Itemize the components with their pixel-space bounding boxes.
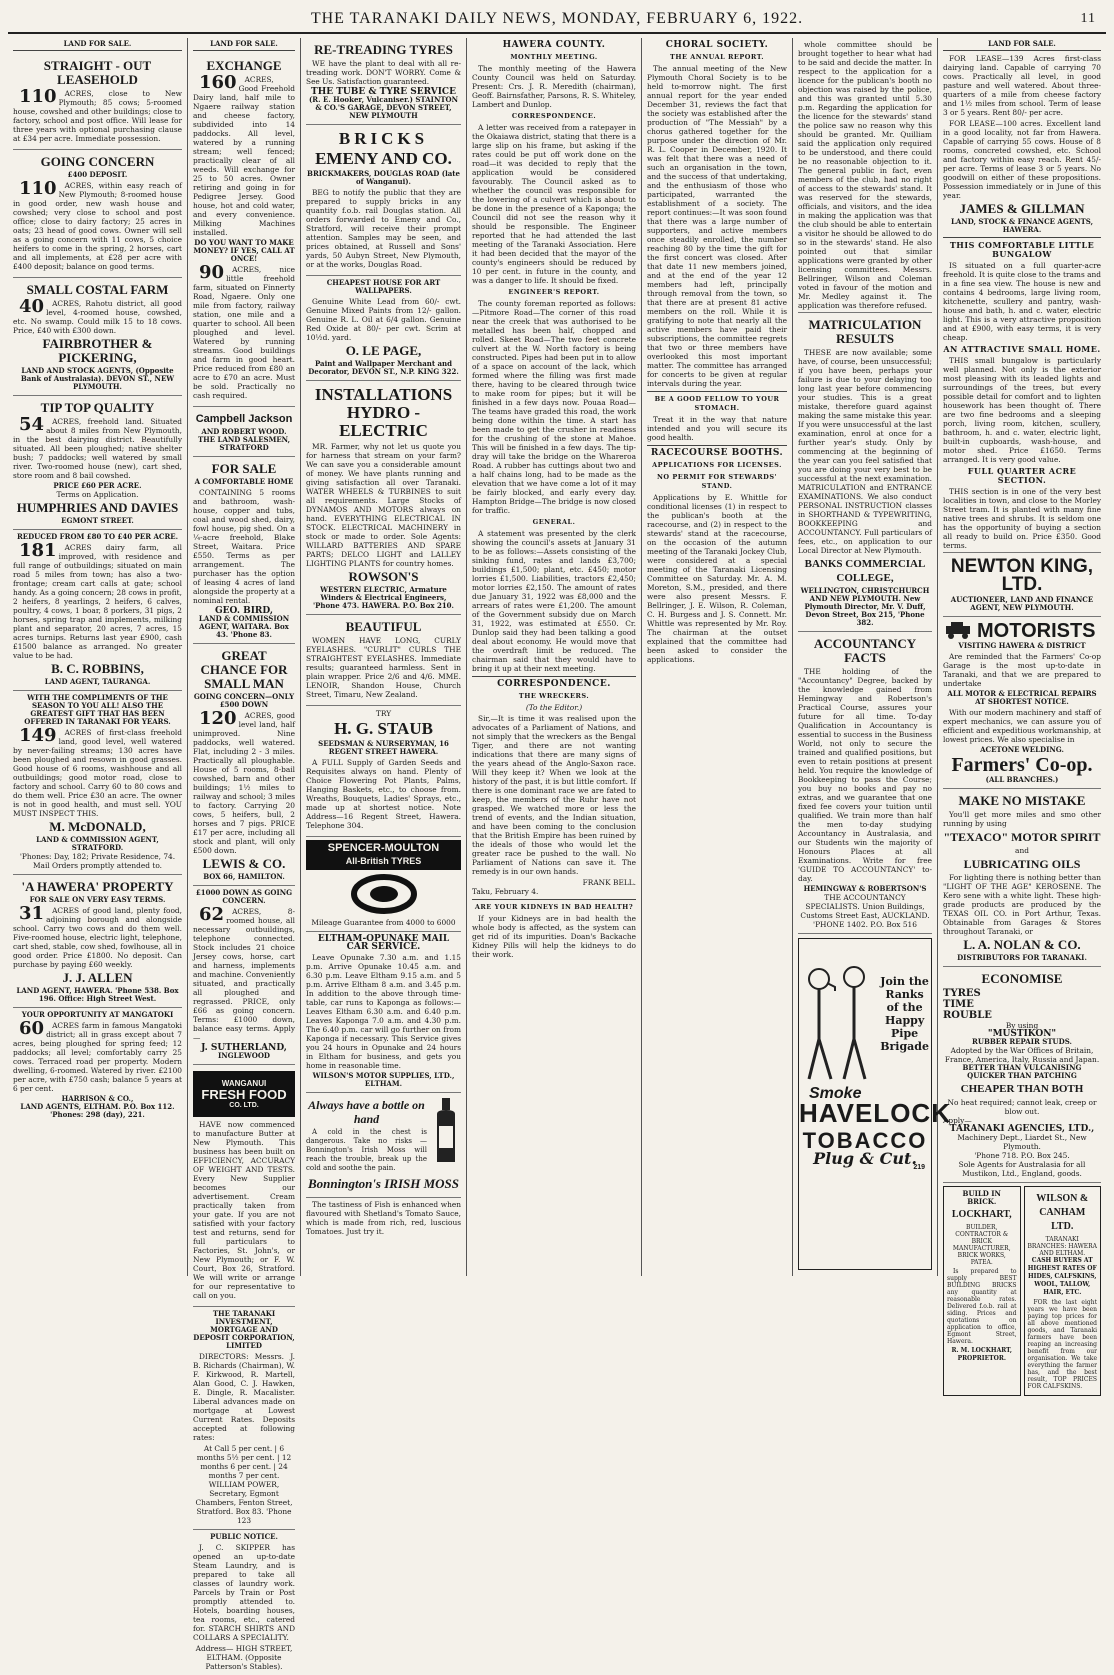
agent-name: J. J. ALLEN [62,970,133,985]
ad-headline: GOING CONCERN—ONLY £500 DOWN [193,692,295,709]
company-name: WILSON & CANHAM LTD. [1036,1193,1089,1232]
ad-text: ACRES farm in famous Mangatoki district; all in grass except about 7 acres, being ploughed for spring feed; 12 paddocks; all level; comfortably carry 25 cows. Terraced road per property. Modern dwelling, 6-roomed. Watered by river. £2100 per acre, with £750 cash; balance 5 years at 6 per cent. [13,1021,182,1093]
company-address: WESTERN ELECTRIC, Armature Winders & Electrical Engineers, 'Phone 473. HAWERA. P.O. Box 210. [313,585,454,610]
company-name: LOCKHART, [951,1209,1012,1220]
ad-irish-moss [306,1093,461,1198]
ad-title: BEAUTIFUL [345,619,422,634]
ad-spencer-moulton [306,837,461,932]
agent-phone: 'Phones: Day, 182; Private Residence, 74. Mail Orders promptly attended to. [19,852,176,870]
article-subhead: NO PERMIT FOR STEWARDS' STAND. [656,473,778,490]
letter-signature: FRANK BELL. [582,878,636,887]
agent-name: LEWIS & CO. [202,856,286,871]
agent-name: HARRISON & CO., [61,1094,134,1103]
ad-for-sale-home [193,457,295,644]
ad-texaco [943,789,1101,967]
ad-title: GREAT CHANCE FOR SMALL MAN [200,648,288,691]
ad-text: A cold in the chest is dangerous. Take no risks — Bonnington's Irish Moss will reach the trouble, break up the cold and soothe the pain. [306,1128,427,1172]
ad-text: For lighting there is nothing better than "LIGHT OF THE AGE" KEROSENE. The Kero sene with a white light. These high-grade products are produced by the TEXAS OIL CO. in Port Arthur, Texas. Obtainable from Garages & Stores throughout Taranaki, or [943,873,1101,936]
column-7 [938,38,1106,1390]
ad-going-concern-62 [193,886,295,1065]
ad-text: ACRES, freehold land. Situated about 8 miles from New Plymouth, in the best dairying district. Beautifully situated. All been ploughed; native shelter bush; 7 paddocks; well watered by small river. Two-roomed house (new), cart shed, store room and 8 bail cowshed. [13,417,182,480]
ad-title: Always have a bottle on hand [308,1098,425,1126]
column-1 [8,38,188,1276]
conjunction: and [1015,846,1029,855]
ad-title: STRAIGHT - OUT LEASEHOLD [43,58,152,87]
bottle-icon [431,1096,461,1175]
company-name: TARANAKI AGENCIES, LTD., [949,1124,1095,1134]
company-name: O. LE PAGE, [345,343,422,358]
agent-name: J. SUTHERLAND, [201,1043,287,1053]
tobacco-slogan: Join the Ranks of the Happy Pipe Brigade [880,975,929,1053]
company-name: L. A. NOLAN & CO. [963,937,1081,952]
ad-text: DIRECTORS: Messrs. J. B. Richards (Chairman), W. F. Kirkwood, R. Martell, Alan Good, C. J. Hawken, E. Dingle, R. Macalister. Liberal advances made on mortgage at Lowest Current Rates. Deposits accepted at following rates: [193,1352,295,1442]
agent-address: EGMONT STREET. [61,516,134,525]
company-address: Paint and Wallpaper Merchant and Decorator, DEVON ST., N.P. KING 322. [308,359,459,376]
ad-text: FOR the last eight years we have been paying top prices for all above mentioned goods, and Taranaki farmers have been reaping an increasing benefit from our organisation. We take everything the farmer has, and the best result, TOP PRICES FOR CALFSKINS. [1027,1299,1097,1390]
ad-title: GOING CONCERN [40,154,155,169]
using-label: By using [1005,1021,1039,1030]
article-subhead: GENERAL. [532,518,576,526]
agent-address: LAND AGENT, HAWERA. 'Phone 538. Box 196. Office: High Street West. [16,986,179,1003]
column-3 [301,38,467,1276]
ad-text: ACRES, nice little freehold farm, situated on Finnerty Road, Ngaere. Only one mile from factory, railway station, one mile and a quarter to school. All been ploughed and level. Watered by running streams. Good buildings and farm in good heart. Price reduced from £80 an acre to £70 an acre. Must be sold. Practically no cash required. [193,265,295,400]
ad-beautiful [306,615,461,706]
tobacco-brand: HAVELOCK [799,1098,951,1128]
agent-address: INGLEWOOD [217,1051,271,1060]
agent-name: JAMES & GILLMAN [959,201,1085,216]
ad-text: Adopted by the War Offices of Britain, France, America, Italy, Russia and Japan. [944,1046,1100,1064]
ad-text: ACRES, good level land, half unimproved. Nine paddocks, well watered. Flat, including 2 - 3 miles. Practically all ploughable. House of 5 rooms, 8-bail cowshed, barn and other buildings; 1½ miles to railway and school; 3 miles to factory. Carrying 20 cows, 5 heifers, bull, 2 horses and 7 pigs. PRICE £17 per acre, including all stock and plant, will only £500 down. [193,711,295,855]
article-headline: HAWERA COUNTY. [502,40,606,50]
sauce-notice: The tastiness of Fish is enhanced when flavoured with Shetland's Tomato Sauce, which is made from rich, red, luscious Tomatoes. Just try it. [306,1200,461,1236]
ad-matriculation [798,312,932,632]
ad-text: Are reminded that the Farmers' Co-op Garage is the most up-to-date in Taranaki, and that we are prepared to undertake [943,652,1101,688]
tobacco-smoke: Smoke [809,1085,862,1102]
ad-text: Is prepared to supply BEST BUILDING BRICKS any quantity at reasonable rates. Delivered f.o.b. rail at siding. Prices and quotations on application to office, Egmont Street, Hawera. [947,1268,1017,1345]
ad-text: You'll get more miles and smo other running by using [943,810,1101,828]
ad-text: ACRES, Good Freehold Dairy land, half mile to Ngaere railway station and cheese factory, subdivided into 14 paddocks. All level, watered by a running stream; well fenced; practically clear of all weeds. Will exchange for 25 to 50 acres. Owner retiring and going in for Pedigree Jersey. Good house, hot and cold water, and every convenience. Milking Machines installed. [193,75,295,237]
ad-straight-out-leasehold [13,54,182,150]
ad-text: WOMEN HAVE LONG, CURLY EYELASHES. "CURLIT" CURLS THE STRAIGHTEST EYELASHES. Immediate results; guaranteed harmless. Sent in plain wrapper. Price 2/6 and 4/6. MME. LENOIR, Shandon House, Church Street, Timaru, New Zealand. [306,636,461,699]
ad-greatest-gift [13,691,182,875]
company-name: BANKS COMMERCIAL COLLEGE, [804,558,926,584]
brand-subtitle: All-British TYRES [306,857,461,870]
column-2 [188,38,301,1671]
acre-number: 110 [19,178,57,199]
company-phone: 'Phone 718. P.O. Box 245. [974,1151,1070,1160]
ad-headline: PUBLIC NOTICE. [210,1532,278,1541]
acre-number: 90 [199,262,225,283]
mileage-note: Mileage Guarantee from 4000 to 6000 [311,918,456,927]
brand-branches: (ALL BRANCHES.) [985,775,1059,784]
ad-subtitle: £400 DEPOSIT. [67,170,128,179]
ad-title: ACCOUNTANCY FACTS [813,636,917,665]
ad-text: No heat required; cannot leak, creep or blow out. [947,1098,1097,1116]
ad-headline: ELTHAM-OPUNAKE MAIL CAR SERVICE. [317,934,450,952]
agent-name: GEO. BIRD, [214,606,274,616]
article-subhead: MONTHLY MEETING. [510,53,598,61]
ad-text: ACRES, Rahotu district, all good level, 4-roomed house, cowshed, etc. No swamp. Could milk 15 to 18 cows. Price, £40 with £300 down. [13,299,182,335]
ad-newton-king [943,552,1101,617]
column-6 [793,38,951,1276]
ad-text: ACRES of good land, plenty food, adjoining borough and alongside school. Carry two cows and do them well. Five-roomed house, electric light, telephone, cart shed, stable, cow shed, fowlhouse, all in good order. Price £1800. No deposit. Can purchase by paying £60 weekly. [13,906,182,969]
agent-name: M. McDONALD, [49,819,146,834]
ad-title: MAKE NO MISTAKE [958,793,1086,808]
tyres-time-trouble: TYRES TIME ROUBLE [943,988,992,1021]
acre-number: 160 [199,72,237,93]
brand-name: "MUSTIKON" [987,1029,1057,1039]
article-text: Sir,—It is time it was realised upon the advocates of a Parliament of Nations, and not simply that the wreckers as the Bengal Tiger, and there are not wanting indications that there are many signs of the years ahead of the Anglo-Saxon race. Will they keep it? When we look at the history of the past, it is but little comfort. If there is one dominant race we are fated to keep, the members of the Ruhr have not grasped. We watched more or less the trend of events, and the Indian situation, and have been coming to the conclusion that the British Empire has been ruined by the ideals of those who would let the greater race be pushed to the wall. No Parliament of Nations can save it. The remedy is in our own hands. [472,714,636,876]
ad-text: ACRES of first-class freehold land, good level, well watered by never-failing streams; 130 acres have been ploughed and resown in good grasses. Good house of 6 rooms, washhouse and all outbuildings; good motor road, close to factory and school. Carry 60 to 80 cows and do them well. Price £30 an acre. The owner is not in good health, and must sell. YOU MUST INSPECT THIS. [13,728,182,818]
column-head: LAND FOR SALE. [13,38,182,51]
deposit-rates: At Call 5 per cent. | 6 months 5½ per cent. | 12 months 6 per cent. | 24 months 7 per cent. [196,1444,292,1480]
ad-headline: THIS COMFORTABLE LITTLE BUNGALOW [949,240,1095,259]
tyre-icon [306,870,461,918]
ad-title: MOTORISTS [977,620,1096,642]
ad-signature: R. M. LOCKHART, PROPRIETOR. [951,1347,1013,1362]
ad-title: FOR SALE [211,461,277,476]
ad-subtitle: VISITING HAWERA & DISTRICT [958,641,1086,650]
article-subhead: APPLICATIONS FOR LICENSES. [652,461,782,469]
article-text: The monthly meeting of the Hawera County Council was held on Saturday. Present: Crs. J. R. Meredith (chairman), Geoff. Bairnsfather, Parsons, R. S. Whiteley, Lambert and Dunlop. [472,64,636,109]
ad-headline: REDUCED FROM £80 TO £40 PER ACRE. [16,532,179,541]
company-address: THE ACCOUNTANCY SPECIALISTS. Union Buildings, Customs Street East, AUCKLAND. 'PHONE 1402. P.O. Box 516 [800,893,930,929]
ad-investment-corp [193,1307,295,1530]
column-5 [642,38,793,1276]
masthead [8,6,1106,34]
ad-text: WE have the plant to deal with all re-treading work. DON'T WORRY. Come & See Us. Satisfaction guaranteed. [306,59,461,86]
ad-great-chance [193,644,295,886]
agent-address: LAND & COMMISSION AGENT, STRATFORD. [36,835,159,852]
ad-title: TIP TOP QUALITY [40,400,155,415]
ad-hawera-property [13,875,182,1008]
ad-mail-car [306,932,461,1093]
article-subhead: THE ANNUAL REPORT. [670,53,764,61]
ad-text: BEG to notify the public that they are prepared to supply bricks in any quantity f.o.b. rail Douglas station. All orders forwarded to Emeny and Co., Stratford, will receive their prompt attention. Samples may be seen, and prices obtained, at Russell and Sons' yards, 50 Aubyn Street, New Plymouth, or at the works, Douglas Road. [306,188,461,269]
ad-bricks [306,125,461,276]
bottom-ads-row [943,1183,1101,1399]
ad-headline: ALL MOTOR & ELECTRICAL REPAIRS AT SHORTEST NOTICE. [947,689,1097,706]
ad-small-costal-farm [13,278,182,396]
agent-address: BOX 66, HAMILTON. [203,872,285,881]
pipe-brigade-illustration [799,939,878,1089]
ad-headline: BUILD IN BRICK. [962,1189,1001,1206]
company-name: H. G. STAUB [334,719,433,738]
ad-headline: AN ATTRACTIVE SMALL HOME. [943,344,1101,354]
ad-title: EXCHANGE [206,58,282,73]
ad-staub [306,706,461,837]
ad-text: THIS section is in one of the very best localities in town, and close to the Morley Street tram. It is planted with many fine native trees and shrubs. It is seldom one has the opportunity of buying a section all ready to build on. Price £350. Good terms. [943,487,1101,550]
article-text: A letter was received from a ratepayer in the Okaiawa district, stating that there is a large slip on his frame, but asking if the rates could be put off work done on the road—it was decided to reply that the application would be considered favourably. The Council asked as to whether the council was responsible for the lowering of a culvert which is about to be done in the presence of a Kaponga; the Council did not see the reason why it should be responsible. The Engineer reported that he had attended the last meeting of the Taranaki Association. Here it had been decided that the mayor of the county's engineers should be reduced by 10 per cent. in future in the county, and was a danger to life. It should be fixed. [472,123,636,285]
column-4 [467,38,642,1276]
agent-name: Campbell Jackson [195,413,293,425]
ad-price: PRICE £60 PER ACRE. [53,481,142,490]
letter-date: Taku, February 4. [472,887,539,896]
brand-name: Farmers' Co-op. [951,754,1093,776]
agent-name: B. C. ROBBINS, [51,661,144,676]
article-text: If your Kidneys are in bad health the whole body is affected, as the system can get rid of its impurities. Doan's Backache Kidney Pills will help the kidneys to do their work. [472,914,636,959]
article-headline: RACECOURSE BOOTHS. [650,448,784,458]
agent-name: HUMPHRIES AND DAVIES [16,500,179,515]
article-subhead: ENGINEER'S REPORT. [508,288,600,296]
ad-accountancy [798,632,932,934]
ad-retreading-tyres [306,38,461,125]
ad-text: THE holding of the "Accountancy" Degree, backed by the knowledge gained from Hemingway and Robertson's Practical Course, assures your future for all time. To-day Qualification in Accountancy is essential to success in the Business World, not only to secure the trained and qualified positions, but even to retain positions at present held. You require the knowledge of Bookkeeping to pass the Course; you buy no books and pay no extras, and we guarantee that one fixed fee covers your tuition until qualified. We train more than half the men to-day studying Accountancy in Australasia, and our Students win the majority of Honours Places at all Examinations. Write for free 'GUIDE TO ACCOUNTANCY' to-day. [798,667,932,883]
ad-title: MATRICULATION RESULTS [808,317,922,346]
car-icon [943,620,973,642]
ad-headline: FOR SALE ON VERY EASY TERMS. [29,895,166,904]
ad-headline: DO YOU WANT TO MAKE MONEY? IF YES, CALL AT ONCE! [193,238,295,263]
ad-text: ACRES, close to New Plymouth; 85 cows; 5-roomed house, cowshed and other buildings; close to factory, school and post office. Will lease for three years with optional purchasing clause at £34 per acre. Immediate possession. [13,89,182,143]
tobacco-type: TOBACCO [802,1128,928,1153]
ad-title: INSTALLATIONS HYDRO - ELECTRIC [314,385,453,440]
ad-title: BRICKS [338,129,429,148]
ad-text: CONTAINING 5 rooms and bathroom, wash-house, copper and tubs, coal and wood shed, dairy, fowl house, pig shed. On a ¼-acre freehold, Blake Street, Waitara. Price £550. Terms as per arrangement. The purchaser has the option of leasing 4 acres of land alongside the property at a nominal rental. [193,488,295,605]
ad-speciality: ACETONE WELDING. [980,745,1064,754]
agent-address: LAND AGENT, TAURANGA. [44,677,151,686]
page-number: 11 [1080,11,1096,26]
brand-name: SPENCER-MOULTON [306,840,461,857]
company-address: WELLINGTON, CHRISTCHURCH AND NEW PLYMOUTH. New Plymouth Director, Mr. V. Duff, Devon Street, Box 215, 'Phone 382. [800,586,930,627]
acre-number: 181 [19,540,57,561]
ad-text: MR. Farmer, why not let us quote you for harness that stream on your farm? We can save you a considerable amount of money. We have plants running and giving satisfaction all over Taranaki. WATER WHEELS & TURBINES to suit all requirements. Large Stocks of DYNAMOS AND MOTORS always on hand. EVERYTHING ELECTRICAL IN STOCK. ELECTRICAL MACHINERY in stock or made to order. Sole Agents: WILLARD BATTERIES AND SPARE PARTS; DELCO LIGHT and LALLEY LIGHTING PLANTS for country homes. [306,442,461,568]
ad-text: With our modern machinery and staff of expert mechanics, we can assure you of efficient and expeditious workmanship, at lowest prices. We also specialise in [943,708,1101,744]
ad-terms: Terms on Application. [56,490,139,499]
agent-address: LAND AGENTS, ELTHAM. P.O. Box 112. 'Phones: 298 (day), 221. [20,1102,175,1119]
ad-wilson-canham [1024,1186,1102,1396]
company-address: AUCTIONEER, LAND AND FINANCE AGENT, NEW PLYMOUTH. [950,595,1094,612]
acre-number: 54 [19,414,45,435]
ad-going-concern [13,150,182,278]
ad-headline: TRY [375,709,392,718]
ad-title: THE TARANAKI INVESTMENT, MORTGAGE AND DEPOSIT CORPORATION, LIMITED [193,1309,295,1350]
ad-text: IS situated on a full quarter-acre freehold. It is quite close to the trams and in a fine sea view. The house is new and contains 4 bedrooms, large living room, kitchenette, scullery and pantry, wash-house and bath, h. and c. water, electric light. This is a very attractive proposition and at £900, with easy terms, it is very cheap. [943,261,1101,342]
ad-mustikon [943,967,1101,1183]
ad-wallpapers [306,276,461,381]
ad-text: Genuine White Lead from 60/- cwt. Genuine Mixed Paints from 12/- gallon. Genuine R. L. Oil at 6/4 gallon. Genuine Red Oxide at 80/- per cwt. Scrim at 10½d. yard. [306,297,461,342]
acre-number: 149 [19,725,57,746]
ad-lockhart [943,1186,1021,1396]
ad-headline: BETTER THAN VULCANISING QUICKER THAN PATCHING [962,1063,1082,1080]
ad-headline: CHEAPER THAN BOTH [960,1083,1084,1095]
ad-headline: £1000 DOWN AS GOING CONCERN. [195,888,293,905]
ad-text: J. C. SKIPPER has opened an up-to-date Steam Laundry, and is prepared to take all classes of laundry work. Parcels by Train or Post promptly attended to. Hotels, boarding houses, tea rooms, etc., catered for. STARCH SHIRTS AND COLLARS A SPECIALITY. [193,1543,295,1642]
ad-title: 'A HAWERA' PROPERTY [21,879,174,894]
tobacco-code: 219 [913,1164,925,1171]
article-subhead: CORRESPONDENCE. [511,112,597,120]
ad-exchange [193,54,295,407]
company-address: BUILDER, CONTRACTOR & BRICK MANUFACTURER, BRICK WORKS, PATEA. [952,1224,1011,1266]
ad-text: ACRES, 8-roomed house, all necessary outbuildings, telephone connected. Stock includes 21 choice Jersey cows, horse, cart and harness, implements and machine. Conveniently situated, and practically all ploughed and regrassed. PRICE, only £66 as going concern. Terms: £1000 down, balance easy terms. Apply— [193,907,295,1042]
brand-name: "TEXACO" MOTOR SPIRIT [943,830,1101,844]
tobacco-cut: Plug & Cut. [813,1149,917,1168]
company-address: Machinery Dept., Liardet St., New Plymouth. [957,1133,1087,1151]
column-head: LAND FOR SALE. [193,38,295,51]
company-role: DISTRIBUTORS FOR TARANAKI. [957,953,1087,962]
ad-havelock-tobacco [798,938,951,1270]
brand-name: LUBRICATING OILS [963,857,1081,871]
ad-motorists [943,617,1101,789]
ad-subtitle: A COMFORTABLE HOME [194,477,294,486]
columns [8,38,1106,1671]
secretary: WILLIAM POWER, Secretary, Egmont Chambers, Fenton Street, Stratford. Box 83. 'Phone 123 [195,1480,293,1525]
acre-number: 110 [19,86,57,107]
ad-reduced [13,530,182,691]
acre-number: 62 [199,904,225,925]
article-subhead: THE WRECKERS. [518,692,590,700]
fresh-food-logo: WANGANUI FRESH FOOD CO. LTD. [193,1071,295,1117]
agent-address: AND ROBERT WOOD. THE LAND SALESMEN, STRATFORD [197,427,291,452]
ad-signature: WILSON'S MOTOR SUPPLIES, LTD., ELTHAM. [312,1071,455,1088]
article-text: The annual meeting of the New Plymouth Choral Society is to be held to-morrow night. The first annual report for the year ended December 31, reviews the fact that the society was established after the production of "The Messiah" by a chorus gathered together for the purpose under the direction of Mr. R. L. Cooper in December, 1920. It was felt that there was a need of such an organisation in the town, and the success of that undertaking, and the enthusiasm of those who participated, warranted the establishment of a society. The report continues:—It was soon found that there was a large number of supporters, and active members once steadily enrolled, the number reaching 80 by the time the gift for the first concert was closed. After that date 11 new members joined, and at the end of the year 12 members had left, principally through removal from the town, so that there are at present 81 active members on the roll. While it is gratifying to note that nearly all the active members have paid their subscriptions, the committee regrets that two or three members have overlooked this most important matter. The committee has arranged for concerts to be given at regular intervals during the year. [647,64,787,388]
company-address: TARANAKI BRANCHES: HAWERA AND ELTHAM. [1027,1236,1097,1257]
agent-address: LAND, STOCK & FINANCE AGENTS, HAWERA. [950,217,1094,234]
ad-text: A FULL Supply of Garden Seeds and Requisites always on hand. Plenty of Choice Flowering Pot Plants, Palms, Hanging Baskets, etc., to choose from. Wreaths, Bouquets, Ladies' Sprays, etc., made up at shortest notice. Note Address—16 Regent Street, Hawera. Telephone 304. [306,758,461,830]
ad-headline: CASH BUYERS AT HIGHEST RATES OF HIDES, CALFSKINS, WOOL, TALLOW, HAIR, ETC. [1027,1257,1097,1296]
agent-address: LAND AND STOCK AGENTS, (Opposite Bank of Australasia). DEVON ST., NEW PLYMOUTH. [20,366,175,391]
article-headline: CORRESPONDENCE. [497,679,611,689]
ad-campbell-jackson [193,407,295,457]
lease-ad-2: FOR LEASE—100 acres. Excellent land in a good locality, not far from Hawera. Capable of carrying 55 cows. House of 8 rooms, concreted cowshed, etc. School and factory within easy reach. Rent 45/- per acre. Terms of lease 3 or 5 years. No goodwill on either of these propositions. Possession immediately or in June of this year. [943,119,1101,200]
product-name: RUBBER REPAIR STUDS. [972,1037,1072,1046]
article-text: Applications by E. Whittle for conditional licenses (1) in respect to the publican's booth at the racecourse, and (2) in respect to the stewards' stand at the racecourse, on the occasion of the autumn meeting of the Taranaki Jockey Club, were considered at a special meeting of the Taranaki Licensing Committee on Saturday. Mr. A. M. Moreton, S.M., presided, and there were also present Messrs. F. Bellringer, J. E. Wilson, R. Coleman, C. H. Burgess and J. S. Connett. Mr. Whittle was represented by Mr. Roy. The chairman at the outset explained that the committee had been asked to consider the applications. [647,493,787,664]
apply-label: Apply— [943,1116,972,1125]
acre-number: 40 [19,296,45,317]
ad-title: SMALL COSTAL FARM [26,282,169,297]
agent-address: LAND & COMMISSION AGENT, WAITARA. Box 43. 'Phone 83. [198,614,290,639]
ad-hydro-electric [306,381,461,615]
article-text: Treat it in the way that nature intended and you will secure its good health. [647,415,787,442]
ad-headline: WITH THE COMPLIMENTS OF THE SEASON TO YOU ALL! ALSO THE GREATEST GIFT THAT HAS BEEN OFFERED IN TARANAKI FOR YEARS. [24,693,171,726]
masthead-title: THE TARANAKI DAILY NEWS, MONDAY, FEBRUARY 6, 1922. [310,10,804,27]
article-text: whole committee should be brought together to hear what had to be said and decide the matter. In respect to the application for a licence for the publican's booth no objection was raised by the police, and this was granted until 5.30 p.m. Regarding the application for the licence for the stewards' stand the police saw no reason why this should be granted. Mr. Quilliam said the application only required to be understood, and there could be no reasonable objection to it. The general public in fact, even members of the club, had no right of access to the stewards' stand. It was reserved for the stewards, officials, and visitors, and the idea in making the application was that the club should be able to entertain a visitor he should be allowed to do so in the stewards' stand. He also pointed out that similar applications were granted by other licensing committees. Messrs. Bellringer, Wilson and Coleman voted in favour of the motion and Mr. Medley against it. The application was therefore refused. [798,40,932,310]
ad-title: RE-TREADING TYRES [314,42,453,57]
company-name: HEMINGWAY & ROBERTSON'S [803,884,927,893]
company-name: ROWSON'S [348,569,419,584]
article-text: The county foreman reported as follows:—Pitmore Road—The corner of this road near the creek that was authorised to be metalled has been half, chopped and rolled. Skeet Road—The two feet concrete culvert at the W. North factory is being constructed. Pipes had been put in to allow of a space on account of the lack, which formed where the filling was first made there, having to be cleared through twice to make room for pipes; but it will be finished in a few days now. Pouaa Road—The teams have graded this road, the work being done within the time. A start has been made to get the crusher in readiness for the crushing of the stone at Mahoe. This will be finished in a few days. The tip-dray will take the bridge on the Whareroa Road. A rubber has cuttings about two and a half chains long, had to be made as the elevation that we have come a lot of it may be fairly blocked, and early every day. Hampton Bridge—The bridge is now closed for traffic. [472,299,636,515]
ad-tip-top-quality [13,396,182,530]
article-headline: CHORAL SOCIETY. [665,40,769,50]
article-headline: BE A GOOD FELLOW TO YOUR STOMACH. [654,395,780,412]
company-address: BRICKMAKERS, DOUGLAS ROAD (late of Wanganui). [307,169,460,186]
acre-number: 31 [19,903,45,924]
ad-text: Leave Opunake 7.30 a.m. and 1.15 p.m. Arrive Opunake 10.45 a.m. and 6.30 p.m. Leave Eltham 9.15 a.m. and 5 p.m. Arrive Eltham 8 a.m. and 3.45 p.m. In addition to the above through time-table, car runs to Kaponga as follows:— Leaves Eltham 6.30 a.m. and 6.40 p.m. Leaves Kaponga 7.0 a.m. and 4.30 p.m. The 6.40 p.m. car will go further on from Kaponga if necessary. This Service gives you 24 hours in Opunake and 24 hours in Eltham for business, and gets you home in reasonable time. [306,953,461,1070]
article-headline: ARE YOUR KIDNEYS IN BAD HEALTH? [474,903,634,911]
acre-number: 120 [199,708,237,729]
ad-text: HAVE now commenced to manufacture Butter at New Plymouth. This business has been built on EFFICIENCY, ACCURACY OF WEIGHT AND TESTS. Every New Supplier becomes our advertisement. Cream practically taken from your gate. If you are not satisfied with your factory test and returns, send for full particulars to Factories, St. John's, or New Plymouth; or F. W. Court, Box 26, Stratford. We will write or arrange for our representative to call on you. [193,1120,295,1300]
ad-headline: CHEAPEST HOUSE FOR ART WALLPAPERS. [326,278,441,295]
sole-agents: Sole Agents for Australasia for all Mustikon, Ltd., England, goods. [958,1160,1086,1178]
ad-headline: YOUR OPPORTUNITY AT MANGATOKI [21,1010,174,1019]
acre-number: 60 [19,1018,45,1039]
company-address: SEEDSMAN & NURSERYMAN, 16 REGENT STREET HAWERA. [318,739,449,756]
brand-name: Bonnington's IRISH MOSS [307,1176,460,1191]
agent-name: FAIRBROTHER & PICKERING, [42,336,153,365]
ad-address: Address— HIGH STREET, ELTHAM. (Opposite Patterson's Stables). [195,1644,293,1671]
ad-mangatoki [13,1008,182,1123]
company-name: NEWTON KING, LTD. [950,556,1094,595]
lease-ad-1: FOR LEASE—139 Acres first-class dairying land. Capable of carrying 70 cows. Practically all level, in good pasture and well watered. About three-quarters of a mile from cheese factory and 1½ miles from school. Term of lease 3 or 5 years. Rent 80/- per acre. [943,54,1101,117]
ad-public-notice [193,1530,295,1675]
ad-text: THESE are now available; some have, of course, been unsuccessful; if you have been, perhaps your failure is due to your delaying too long last year before commencing your studies. This is a great mistake, therefore guard against making the same mistake this year. If you were unsuccessful at the last examination, enrol at once for a further year's study. Only by commencing at the beginning of the year can you feel satisfied that you are doing your very best to be successful at the next examination. MATRICULATION and ENTRANCE EXAMINATIONS. We also conduct PERSONAL INSTRUCTION classes in SHORTHAND & TYPEWRITING, BOOKKEEPING and ACCOUNTANCY. Full particulars of fees, etc., on application to our Local Director at New Plymouth. [798,348,932,555]
ad-text: ACRES dairy farm, all improved, with residence and full range of outbuildings; situated on main road 5 miles from town; has also a two-frontage; cream cart calls at gate; school handy. As a going concern; 28 cows in profit, 2 heifers, 8 yearlings, 2 heifers, 6 calves, poultry, 4 cows, 1 boar, 8 porkers, 31 pigs, 2 horses, spring trap and implements, milking plant and separator, 20 acres, 7 acres, 15 acres turnips. Returns last year £900, cash £1500 balance as arranged. No greater value to be had. [13,543,182,660]
ad-headline: FULL QUARTER ACRE SECTION. [967,466,1077,485]
company-address: (R. E. Hooker, Vulcaniser.) STAINTON & CO.'S GARAGE, DEVON STREET, NEW PLYMOUTH [308,95,459,120]
ad-text: THIS small bungalow is particularly well planned. Not only is the exterior most pleasing with its leaded lights and surroundings of the trees, but every possible detail for comfort and to lighten housework has been thought of. There are two fine bedrooms and a sleeping porch, living room, kitchen, scullery, bathroom, h. and c. water, electric light, built-in cupboards, wash-house, and motor shed. Price £1650. Terms arranged. It is very good value. [943,356,1101,464]
ad-fresh-food [193,1065,295,1307]
ad-title: ECONOMISE [981,971,1063,986]
company-name: EMENY AND CO. [315,149,452,168]
ad-text: ACRES, within easy reach of New Plymouth; 8-roomed house in good order, new wash house and cowshed; very close to school and post office; close to dairy factory; 25 acres in oats; 23 head of good cows. Owner will sell as a going concern with 11 cows, 5 choice heifers to come in the spring, 2 horses, cart and all implements, at £28 per acre with £400 deposit; balance on good terms. [13,181,182,271]
article-text: A statement was presented by the clerk showing the council's assets at January 31 to be as follows:—Assets consisting of the sinking fund, rates and lands £3,700; buildings £1,500; plant, etc. £450; motor lorries £1,500. Liabilities, tractors £2,450; motor lorries £2,150. The amount of rates due January 31, 1922 was £8,000 and the arrears of rates were £1,200. The amount of the Government subsidy due on March 31, 1922, was estimated at £550. Cr. Dunlop said they had been talking a good deal about economy. He would move that the overdraft limit be reduced. The chairman said that they would have to bring it up at their next meeting. [472,529,636,673]
company-name: THE TUBE & TYRE SERVICE [311,87,456,97]
column-head: LAND FOR SALE. [943,38,1101,51]
article-to-editor: (To the Editor.) [525,703,583,712]
